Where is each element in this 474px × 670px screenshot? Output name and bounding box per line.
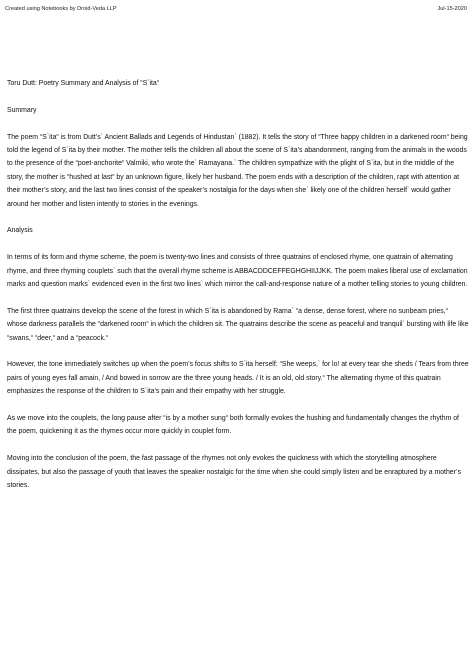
document-body (7, 77, 469, 506)
analysis-heading: Analysis (7, 227, 33, 235)
analysis-paragraph-quatrains: The first three quatrains develop the scene of the forest in which S`ita is abandoned by Rama` “a dense, dense forest, where no sunbeam pries,“ whose darkness parallels the “darkened room“ in which the children sit. The quatrains describe the scene as peaceful and tranquil` bursting with life like “swans,“ “deer,“ and a “peacock.“ (7, 307, 469, 342)
document-title: Toru Dutt: Poetry Summary and Analysis of “S`ita“ (7, 80, 160, 87)
header-credit: Created using Notebooks by Droid-Veda LLP (5, 6, 117, 12)
analysis-paragraph-form: In terms of its form and rhyme scheme, the poem is twenty-two lines and consists of three quatrains of enclosed rhyme, one quatrain of alternating rhyme, and three rhyming couplets` such that the overall rhyme scheme is ABBACDDCEFFEGHGHIIJJKK. The poem makes liberal use of exclamation marks and question marks` evidenced even in the first two lines` which mirror the call-and-response nature of a mother telling stories to young children. (7, 254, 468, 289)
summary-heading: Summary (7, 106, 37, 114)
page-header (5, 6, 467, 15)
summary-paragraph: The poem “S`ita“ is from Dutt’s` Ancient Ballads and Legends of Hindustan` (1882). It tells the story of “Three happy children in a darkened room“ being told the legend of S`ita by their mother. The mother tells the children all about the scene of S`ita’s abandonment, ranging from the animals in the woods to the presence of the “poet-anchorite“ Valmiki, who wrote the` Ramayana.` The children sympathize with the plight of S`ita, but in the middle of the story, the mother is “hushed at last“ by an unknown figure, likely her husband. The poem ends with a description of the children, rapt with attention at their mother’s story, and the last two lines consist of the speaker’s nostalgia for the days when she` likely one of the children herself` would gather around her mother and listen intently to stories in the evenings. (7, 133, 468, 208)
header-date: Jul-15-2020 (437, 6, 467, 12)
analysis-paragraph-tone: However, the tone immediately switches up when the poem’s focus shifts to S`ita herself: “She weeps,` for lo! at every tear she sheds / Tears from three pairs of young eyes fall amain, / And bowed in sorrow are the three young heads. / It is an old, old story.“ The alternating rhyme of this quatrain emphasizes the response of the children to S`ita’s pain and their empathy with her struggle. (7, 361, 469, 396)
analysis-paragraph-conclusion: Moving into the conclusion of the poem, the fast passage of the rhymes not only evokes the quickness with which the storytelling atmosphere dissipates, but also the passage of youth that leaves the speaker nostalgic for the time when she could simply listen and be enraptured by a mother’s stories. (7, 455, 462, 490)
analysis-paragraph-couplets: As we move into the couplets, the long pause after “is by a mother sung“ both formally evokes the hushing and fundamentally changes the rhythm of the poem, quickening it as the rhymes occur more quickly in couplet form. (7, 415, 459, 436)
